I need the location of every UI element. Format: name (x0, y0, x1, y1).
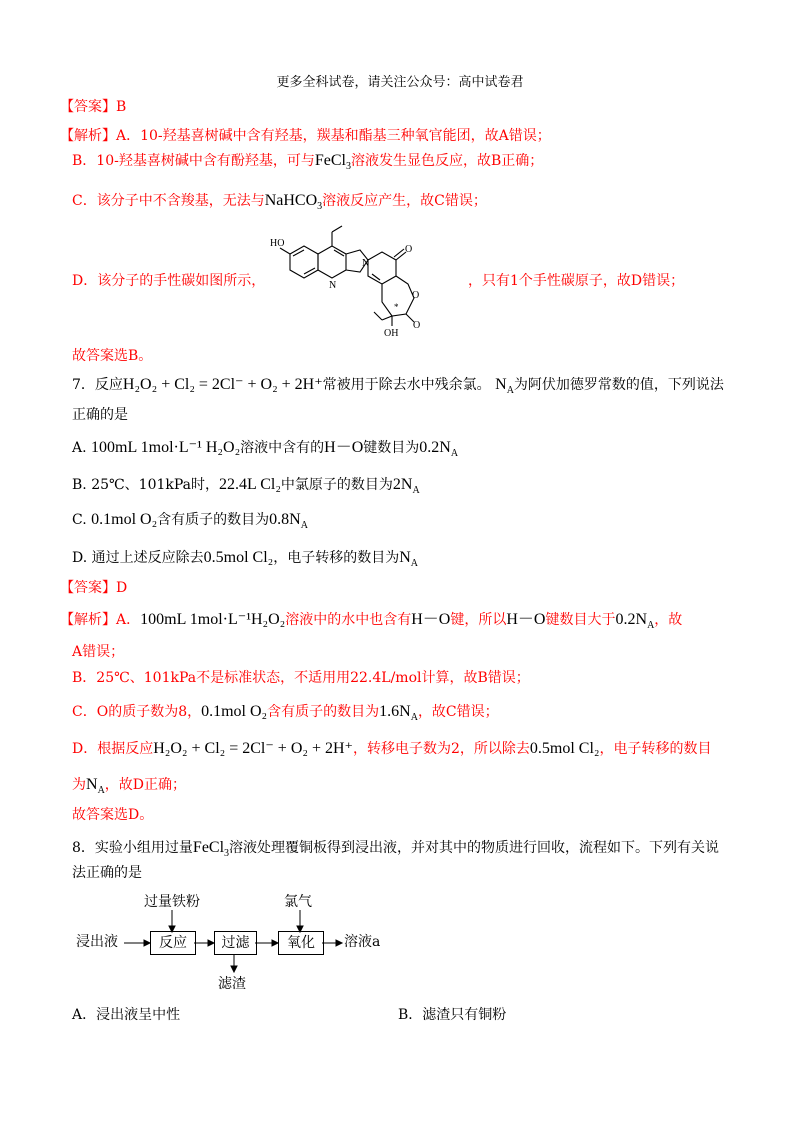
oxygen-label: O (413, 320, 421, 331)
formula: FeCl$_3$ (314, 152, 351, 173)
q6-explanation-d-pre: D．该分子的手性碳如图所示， (72, 273, 266, 289)
q8-option-a: A．浸出液呈中性 (72, 1007, 181, 1023)
flow-step-filter: 过滤 (214, 931, 257, 955)
oxygen-label: O (412, 290, 420, 301)
q8-option-b: B．滤渣只有铜粉 (398, 1007, 507, 1023)
explanation-text: B．10-羟基喜树碱中含有酚羟基，可与 (72, 153, 315, 169)
answer-label: 【答案】 (60, 99, 116, 115)
formula: FeCl$_3$ (192, 839, 230, 860)
q6-explanation-a (60, 129, 551, 144)
q8-stem: 8．实验小组用过量FeCl$_3$溶液处理覆铜板得到浸出液，并对其中的物质进行回收，流程如下。下列有关说 (72, 839, 720, 860)
q7-explanation-a-line2: A错误； (72, 644, 125, 660)
q7-explanation-c: C．O的质子数为8，0.1mol O₂含有质子的数目为$1.6N_A$，故C错误； (72, 703, 499, 724)
explanation-text: A．10-羟基喜树碱中含有羟基，羰基和酯基三种氧官能团，故A错误； (116, 128, 551, 144)
flow-residue-label: 滤渣 (218, 976, 246, 992)
q7-stem: 7．反应H₂O₂ + Cl₂ = 2Cl⁻ + O₂ + 2H⁺常被用于除去水中残余氯。 $N_A$为阿伏加德罗常数的值，下列说法 (72, 376, 724, 397)
q7-option-d: D. 通过上述反应除去0.5mol Cl₂，电子转移的数目为$N_A$ (72, 549, 419, 570)
formula: NaHCO$_3$ (264, 192, 323, 213)
explanation-text: C．该分子中不含羧基，无法与 (72, 193, 265, 209)
q7-explanation-d-line2: 为$N_A$，故D正确； (72, 776, 187, 797)
avogadro-symbol: $N_A$ (495, 376, 514, 397)
oh-label: OH (384, 328, 399, 339)
q7-option-c: C. 0.1mol O₂含有质子的数目为$0.8N_A$ (72, 511, 308, 532)
flow-input-label: 浸出液 (76, 934, 118, 950)
q7-stem-line2: 正确的是 (72, 407, 128, 423)
explanation-text: 溶液反应产生，故C错误； (322, 193, 487, 209)
oxygen-label: O (405, 244, 413, 255)
flow-reagent-chlorine: 氯气 (284, 894, 312, 910)
q7-explanation-d: D．根据反应H₂O₂ + Cl₂ = 2Cl⁻ + O₂ + 2H⁺，转移电子数为2，所以除去0.5mol Cl₂，电子转移的数目 (72, 740, 712, 757)
q6-explanation-d-post: ，只有1个手性碳原子，故D错误； (468, 273, 685, 289)
answer-value: B (116, 99, 127, 115)
analysis-label: 【解析】 (60, 128, 116, 144)
q7-option-b: B. 25℃、101kPa时，22.4L Cl₂中氯原子的数目为$2N_A$ (72, 476, 420, 497)
explanation-text: 溶液发生显色反应，故B正确； (350, 153, 544, 169)
q6-explanation-c (72, 192, 487, 212)
q8-stem-line2: 法正确的是 (72, 865, 142, 881)
chiral-star-marker: * (394, 302, 399, 312)
molecule-structure-diagram (268, 222, 463, 340)
q7-explanation-a: 【解析】A．100mL 1mol·L⁻¹H₂O₂溶液中的水中也含有H－O键，所以H－O键数目大于$0.2N_A$，故 (60, 611, 683, 632)
q7-explanation-b: B．25℃、101kPa不是标准状态，不适用用22.4L/mol计算，故B错误； (72, 670, 530, 686)
nitrogen-label: N (362, 258, 370, 269)
flow-step-reaction: 反应 (150, 931, 196, 955)
nitrogen-label: N (329, 280, 337, 291)
q6-explanation-b (72, 152, 543, 172)
q6-conclusion: 故答案选B。 (72, 348, 153, 364)
ho-label: HO (270, 238, 285, 249)
q7-option-a: A. 100mL 1mol·L⁻¹ H₂O₂溶液中含有的H－O键数目为$0.2N_A$ (72, 439, 459, 460)
flow-output-label: 溶液a (344, 934, 381, 950)
reaction-formula: H₂O₂ + Cl₂ = 2Cl⁻ + O₂ + 2H⁺ (122, 376, 323, 393)
page-header: 更多全科试卷，请关注公众号：高中试卷君 (276, 75, 524, 90)
q7-answer-line: 【答案】D (60, 580, 128, 596)
flow-step-oxidize: 氧化 (278, 931, 324, 955)
q6-answer-line (60, 100, 126, 115)
flow-reagent-iron: 过量铁粉 (144, 894, 200, 910)
q7-conclusion: 故答案选D。 (72, 807, 154, 823)
